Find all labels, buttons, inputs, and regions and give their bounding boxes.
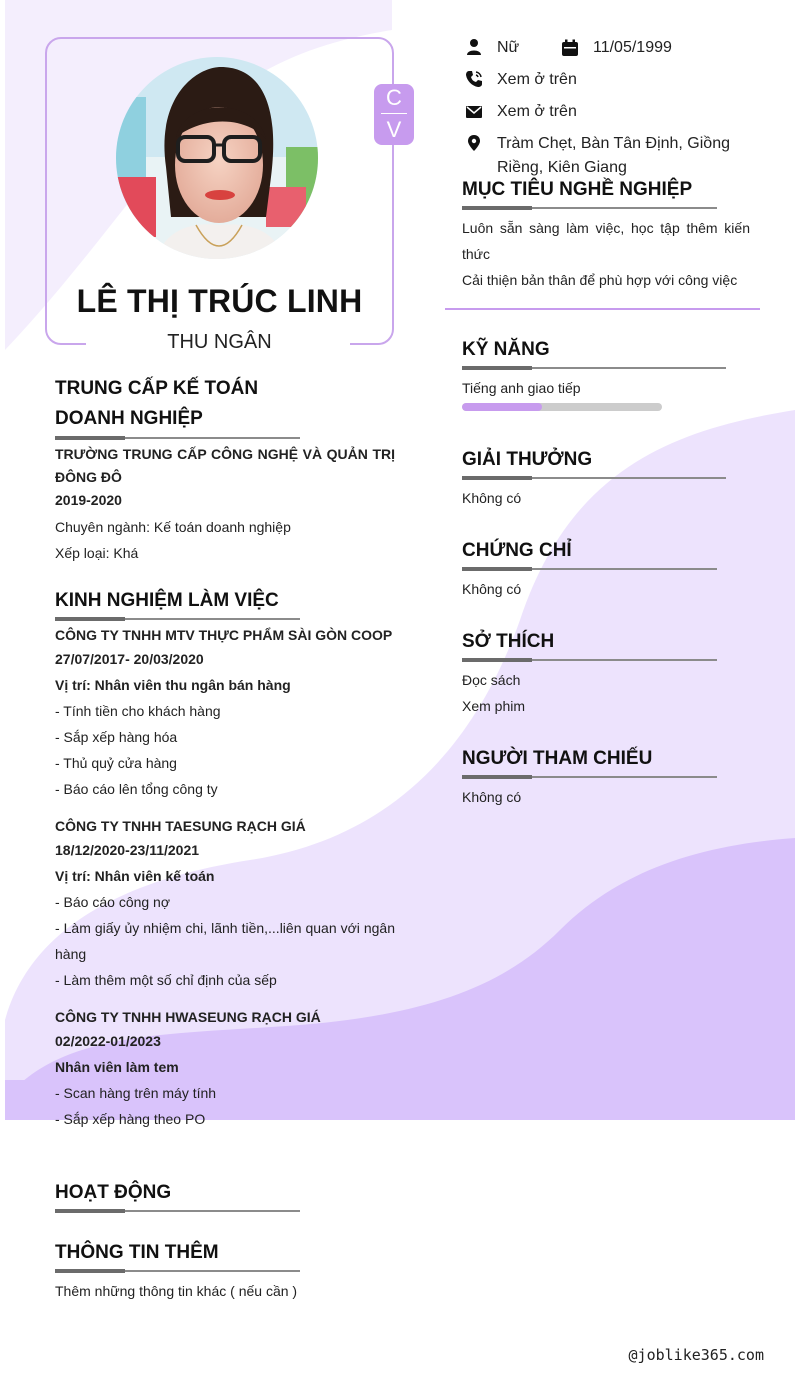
job-company: CÔNG TY TNHH HWASEUNG RẠCH GIÁ (55, 1009, 321, 1025)
experience-rule (55, 618, 300, 620)
education-school: TRƯỜNG TRUNG CẤP CÔNG NGHỆ VÀ QUẢN TRỊ ĐÔNG ĐÔ (55, 446, 395, 485)
cv-badge-divider (381, 113, 407, 114)
hobbies-rule (462, 659, 717, 661)
references-text: Không có (462, 789, 522, 805)
objective-rule (462, 207, 717, 209)
job-period: 18/12/2020-23/11/2021 (55, 842, 200, 858)
birthday-text: 11/05/1999 (593, 39, 672, 56)
cv-badge-top: C (386, 85, 402, 110)
awards-text: Không có (462, 490, 522, 506)
job-role: Vị trí: Nhân viên thu ngân bán hàng (55, 677, 291, 693)
gender-text: Nữ (497, 39, 520, 56)
job-task: - Thủ quỷ cửa hàng (55, 755, 177, 771)
job-company: CÔNG TY TNHH MTV THỰC PHẨM SÀI GÒN COOP (55, 627, 393, 643)
calendar-icon (561, 39, 579, 57)
job-role: Vị trí: Nhân viên kế toán (55, 868, 215, 884)
education-grade: Xếp loại: Khá (55, 545, 139, 561)
person-icon (465, 38, 483, 56)
candidate-name: LÊ THỊ TRÚC LINH (76, 283, 363, 319)
education-title (55, 374, 395, 434)
job-task: - Báo cáo lên tổng công ty (55, 781, 218, 797)
address-text: Tràm Chẹt, Bàn Tân Định, Giồng Riềng, Kiên Giang (497, 135, 730, 176)
education-major: Chuyên ngành: Kế toán doanh nghiệp (55, 519, 291, 535)
email-icon (465, 103, 483, 121)
objective-line1: Luôn sẵn sàng làm việc, học tập thêm kiến thức (462, 220, 750, 262)
experience-title: KINH NGHIỆM LÀM VIỆC (55, 590, 279, 611)
awards-title: GIẢI THƯỞNG (462, 449, 593, 470)
cv-badge (374, 84, 414, 145)
avatar (116, 57, 318, 259)
job-period: 27/07/2017- 20/03/2020 (55, 651, 204, 667)
phone-text: Xem ở trên (497, 71, 577, 88)
hobby-item: Đọc sách (462, 672, 521, 688)
skills-title: KỸ NĂNG (462, 339, 550, 360)
job-task: - Làm giấy ủy nhiệm chi, lãnh tiền,...liên quan với ngân hàng (55, 920, 395, 962)
job-task: - Báo cáo công nợ (55, 894, 171, 910)
activities-rule (55, 1210, 300, 1212)
skill-level-fill (462, 403, 542, 411)
email-text: Xem ở trên (497, 103, 577, 120)
job-task: - Scan hàng trên máy tính (55, 1085, 217, 1101)
objective-divider (445, 308, 760, 310)
references-rule (462, 776, 717, 778)
site-watermark: @joblike365.com (628, 1346, 764, 1364)
education-rule (55, 437, 300, 439)
education-title-line1: TRUNG CẤP KẾ TOÁN (55, 378, 259, 399)
candidate-position: THU NGÂN (167, 331, 272, 353)
certificates-title: CHỨNG CHỈ (462, 540, 572, 561)
hobby-item: Xem phim (462, 698, 526, 714)
education-title-line2: DOANH NGHIỆP (55, 408, 203, 429)
job-period: 02/2022-01/2023 (55, 1033, 161, 1049)
extra-info-rule (55, 1270, 300, 1272)
certificates-text: Không có (462, 581, 522, 597)
objective-line2: Cải thiện bản thân để phù hợp với công việc (462, 272, 738, 288)
references-title: NGƯỜI THAM CHIẾU (462, 748, 653, 769)
job-task: - Sắp xếp hàng hóa (55, 729, 178, 745)
extra-info-text: Thêm những thông tin khác ( nếu cần ) (55, 1283, 298, 1299)
job-task: - Làm thêm một số chỉ định của sếp (55, 972, 277, 988)
skill-name: Tiếng anh giao tiếp (462, 380, 581, 396)
hobbies-title: SỞ THÍCH (462, 631, 555, 652)
location-icon (465, 134, 483, 152)
extra-info-title: THÔNG TIN THÊM (55, 1242, 219, 1263)
job-task: - Sắp xếp hàng theo PO (55, 1111, 206, 1127)
objective-title: MỤC TIÊU NGHỀ NGHIỆP (462, 179, 693, 200)
certificates-rule (462, 568, 717, 570)
phone-icon (465, 70, 483, 88)
job-company: CÔNG TY TNHH TAESUNG RẠCH GIÁ (55, 818, 306, 834)
job-role: Nhân viên làm tem (55, 1059, 179, 1075)
awards-rule (462, 477, 726, 479)
skill-level-bar (462, 403, 662, 411)
education-period: 2019-2020 (55, 492, 122, 508)
activities-title: HOẠT ĐỘNG (55, 1182, 172, 1203)
skills-rule (462, 367, 726, 369)
cv-badge-bottom: V (386, 117, 402, 142)
job-task: - Tính tiền cho khách hàng (55, 703, 221, 719)
